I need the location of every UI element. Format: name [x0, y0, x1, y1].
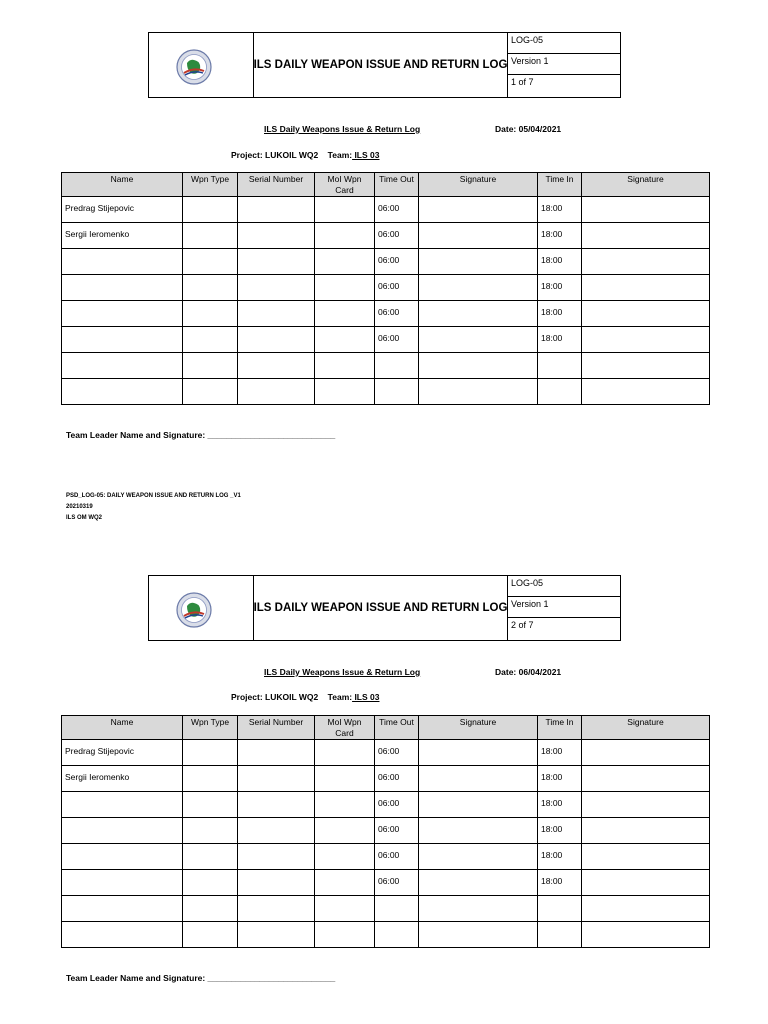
table-cell [419, 844, 538, 870]
table-cell [315, 844, 375, 870]
table-row [62, 223, 710, 249]
table-cell [238, 740, 315, 766]
table-cell [62, 249, 183, 275]
table-cell [315, 353, 375, 379]
table-cell [375, 353, 419, 379]
table-body [62, 197, 710, 405]
column-header: Signature [419, 716, 538, 740]
table-cell [315, 301, 375, 327]
table-cell [183, 197, 238, 223]
table-cell [62, 327, 183, 353]
table-cell: 06:00 [375, 766, 419, 792]
table-cell: Sergii Ieromenko [62, 223, 183, 249]
weapon-log-table [61, 715, 710, 948]
table-row [62, 896, 710, 922]
document-footer [66, 491, 241, 524]
table-cell [183, 792, 238, 818]
table-cell [419, 766, 538, 792]
table-cell [419, 792, 538, 818]
team-value: ILS 03 [352, 150, 380, 160]
log-date: Date: 05/04/2021 [495, 124, 562, 134]
table-cell: 06:00 [375, 818, 419, 844]
table-row [62, 379, 710, 405]
column-header: Signature [582, 716, 710, 740]
footer-doc-ref: PSD_LOG-05: DAILY WEAPON ISSUE AND RETURN LOG _V1 [66, 493, 241, 499]
table-cell: 18:00 [538, 818, 582, 844]
table-cell: 06:00 [375, 275, 419, 301]
column-header: Signature [419, 173, 538, 197]
table-cell [238, 379, 315, 405]
table-cell [419, 870, 538, 896]
table-cell [419, 249, 538, 275]
table-cell [183, 766, 238, 792]
ministry-emblem-icon [176, 592, 212, 628]
column-header: Name [62, 173, 183, 197]
table-row [62, 327, 710, 353]
header-box [148, 32, 621, 98]
table-cell [315, 792, 375, 818]
column-header: Wpn Type [183, 173, 238, 197]
table-cell [419, 223, 538, 249]
log-date: Date: 06/04/2021 [495, 667, 562, 677]
table-cell [238, 275, 315, 301]
table-cell: 18:00 [538, 327, 582, 353]
table-cell: 06:00 [375, 870, 419, 896]
table-cell [183, 818, 238, 844]
table-cell [238, 249, 315, 275]
table-cell [62, 275, 183, 301]
doc-version: Version 1 [508, 597, 621, 618]
team-leader-signature-line: Team Leader Name and Signature: ___________________________ [66, 973, 336, 983]
team-value: ILS 03 [352, 692, 380, 702]
table-cell [315, 223, 375, 249]
table-row [62, 353, 710, 379]
table-cell [582, 327, 710, 353]
column-header: Time In [538, 173, 582, 197]
table-cell [238, 922, 315, 948]
table-cell: Sergii Ieromenko [62, 766, 183, 792]
table-cell [315, 327, 375, 353]
table-cell [183, 922, 238, 948]
table-cell: Predrag Stijepovic [62, 740, 183, 766]
document-title: ILS DAILY WEAPON ISSUE AND RETURN LOG [253, 602, 508, 614]
table-cell [375, 896, 419, 922]
doc-page-number: 1 of 7 [511, 77, 534, 87]
logo-cell [149, 33, 254, 97]
table-cell [419, 740, 538, 766]
table-cell [538, 896, 582, 922]
table-cell [183, 870, 238, 896]
table-body [62, 740, 710, 948]
table-cell [62, 844, 183, 870]
table-cell [183, 379, 238, 405]
table-cell: 18:00 [538, 870, 582, 896]
table-cell [419, 818, 538, 844]
column-header: Serial Number [238, 173, 315, 197]
table-cell [238, 327, 315, 353]
table-cell [238, 818, 315, 844]
table-row [62, 197, 710, 223]
footer-date-code: 20210319 [66, 504, 93, 510]
table-cell [419, 301, 538, 327]
title-cell [254, 33, 508, 97]
logo-cell [149, 576, 254, 640]
table-cell [582, 766, 710, 792]
table-cell: Predrag Stijepovic [62, 197, 183, 223]
table-cell: 06:00 [375, 301, 419, 327]
column-header: Signature [582, 173, 710, 197]
table-cell: 18:00 [538, 740, 582, 766]
table-cell [62, 301, 183, 327]
table-cell [315, 766, 375, 792]
table-cell: 18:00 [538, 223, 582, 249]
table-cell [183, 896, 238, 922]
table-cell [582, 379, 710, 405]
team-label: Team: [327, 692, 353, 702]
table-cell: 18:00 [538, 792, 582, 818]
table-cell [582, 249, 710, 275]
table-cell: 18:00 [538, 844, 582, 870]
table-cell [315, 740, 375, 766]
title-cell [254, 576, 508, 640]
table-row [62, 922, 710, 948]
table-cell [419, 379, 538, 405]
log-title: ILS Daily Weapons Issue & Return Log [264, 124, 421, 134]
footer-site: ILS OM WQ2 [66, 515, 102, 521]
table-cell [582, 922, 710, 948]
table-cell [315, 197, 375, 223]
table-cell [183, 301, 238, 327]
log-title: ILS Daily Weapons Issue & Return Log [264, 667, 421, 677]
table-cell: 06:00 [375, 249, 419, 275]
table-cell [582, 223, 710, 249]
table-cell [62, 379, 183, 405]
table-cell: 06:00 [375, 197, 419, 223]
column-header: Time Out [375, 716, 419, 740]
document-title: ILS DAILY WEAPON ISSUE AND RETURN LOG [253, 59, 508, 71]
table-cell [238, 301, 315, 327]
table-cell: 18:00 [538, 249, 582, 275]
table-cell [419, 896, 538, 922]
doc-page-number: 2 of 7 [511, 620, 534, 630]
project-label: Project: LUKOIL WQ2 Team: ILS 03 [231, 150, 380, 160]
table-cell [582, 844, 710, 870]
table-cell [419, 922, 538, 948]
table-cell: 06:00 [375, 327, 419, 353]
weapon-log-table [61, 172, 710, 405]
table-cell [238, 223, 315, 249]
table-cell [375, 922, 419, 948]
table-cell [582, 818, 710, 844]
table-cell [582, 301, 710, 327]
table-cell [419, 327, 538, 353]
table-row [62, 740, 710, 766]
table-cell [315, 896, 375, 922]
table-row [62, 301, 710, 327]
table-cell [62, 792, 183, 818]
table-row [62, 792, 710, 818]
table-row [62, 818, 710, 844]
table-cell: 06:00 [375, 844, 419, 870]
table-cell [238, 792, 315, 818]
table-cell [183, 327, 238, 353]
table-cell: 18:00 [538, 301, 582, 327]
doc-code: LOG-05 [508, 33, 621, 54]
table-cell [238, 844, 315, 870]
table-row [62, 870, 710, 896]
table-cell [582, 275, 710, 301]
table-cell [183, 275, 238, 301]
table-cell [238, 766, 315, 792]
team-leader-signature-line: Team Leader Name and Signature: ___________________________ [66, 430, 336, 440]
table-cell [238, 353, 315, 379]
table-cell [183, 844, 238, 870]
table-cell: 06:00 [375, 740, 419, 766]
table-row [62, 249, 710, 275]
table-cell [183, 353, 238, 379]
table-cell [62, 818, 183, 844]
column-header: MoI Wpn Card [315, 716, 375, 740]
doc-version: Version 1 [508, 54, 621, 75]
table-header-row [62, 716, 710, 740]
column-header: Wpn Type [183, 716, 238, 740]
table-cell [315, 922, 375, 948]
project-label: Project: LUKOIL WQ2 Team: ILS 03 [231, 692, 380, 702]
table-cell [582, 197, 710, 223]
table-cell [62, 896, 183, 922]
table-cell [62, 922, 183, 948]
table-row [62, 766, 710, 792]
table-row [62, 844, 710, 870]
column-header: Time Out [375, 173, 419, 197]
column-header: Name [62, 716, 183, 740]
table-cell [419, 353, 538, 379]
table-cell [538, 353, 582, 379]
table-cell [62, 353, 183, 379]
table-cell [582, 353, 710, 379]
table-cell [315, 818, 375, 844]
table-cell: 06:00 [375, 792, 419, 818]
table-cell [238, 896, 315, 922]
table-row [62, 275, 710, 301]
team-label: Team: [327, 150, 353, 160]
table-cell [183, 249, 238, 275]
table-cell [582, 740, 710, 766]
table-cell [315, 275, 375, 301]
table-header-row [62, 173, 710, 197]
table-cell [315, 249, 375, 275]
table-cell: 18:00 [538, 766, 582, 792]
table-cell [62, 870, 183, 896]
column-header: MoI Wpn Card [315, 173, 375, 197]
table-cell [582, 792, 710, 818]
table-cell [315, 379, 375, 405]
header-box [148, 575, 621, 641]
table-cell [183, 740, 238, 766]
table-cell [375, 379, 419, 405]
table-cell [582, 896, 710, 922]
table-cell [419, 197, 538, 223]
table-cell [238, 197, 315, 223]
table-cell [183, 223, 238, 249]
table-cell [582, 870, 710, 896]
table-cell [238, 870, 315, 896]
column-header: Time In [538, 716, 582, 740]
table-cell: 06:00 [375, 223, 419, 249]
table-cell [419, 275, 538, 301]
ministry-emblem-icon [176, 49, 212, 85]
table-cell [538, 922, 582, 948]
doc-code: LOG-05 [508, 576, 621, 597]
column-header: Serial Number [238, 716, 315, 740]
table-cell [538, 379, 582, 405]
table-cell [315, 870, 375, 896]
table-cell: 18:00 [538, 275, 582, 301]
table-cell: 18:00 [538, 197, 582, 223]
